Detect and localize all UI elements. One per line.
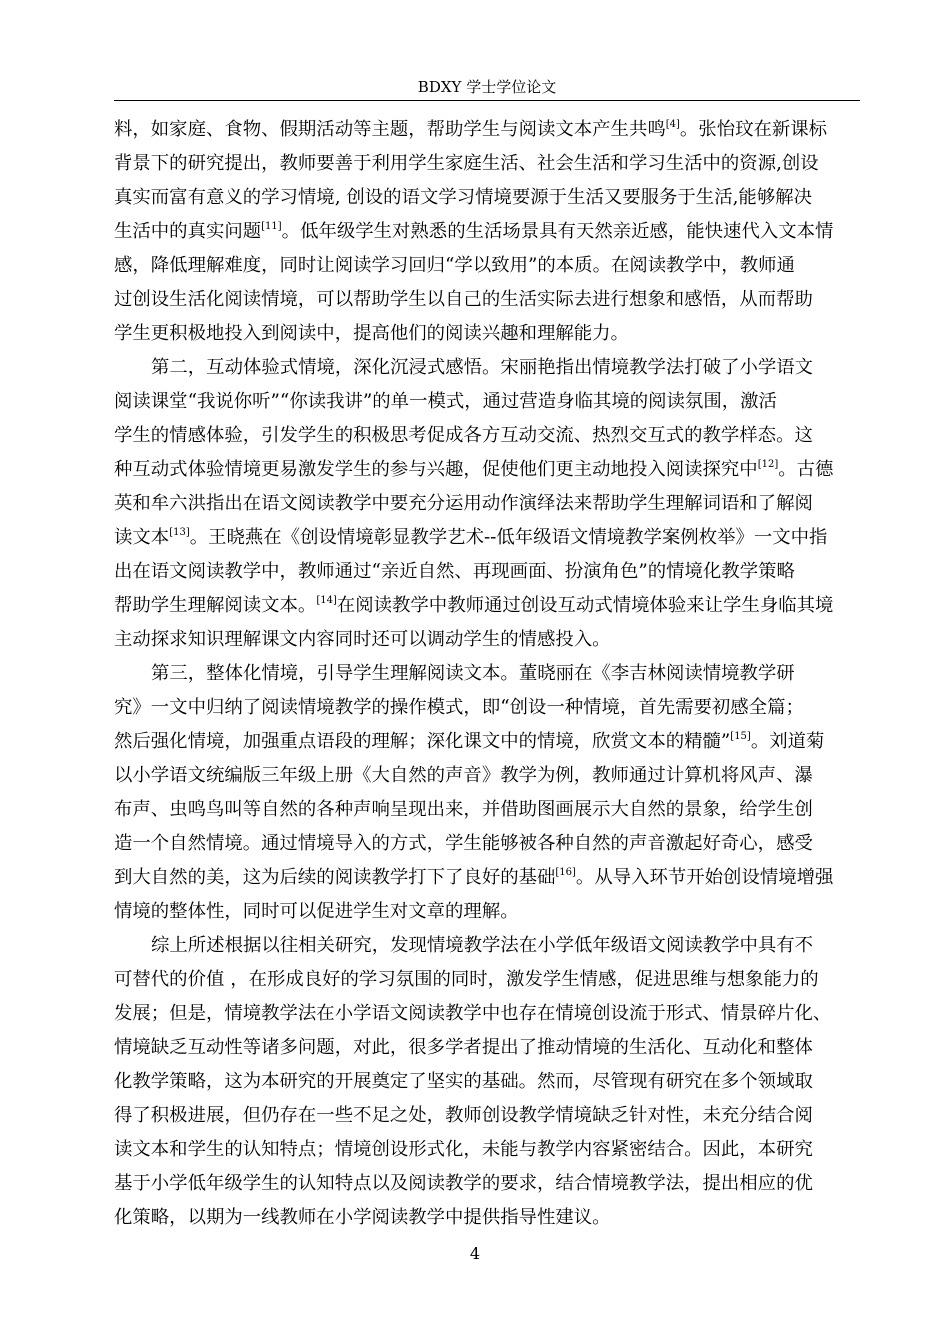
- text-line: 主动探求知识理解课文内容同时还可以调动学生的情感投入。: [114, 629, 611, 650]
- citation-marker: [14]: [316, 594, 337, 606]
- text-line: 化策略，以期为一线教师在小学阅读教学中提供指导性建议。: [114, 1207, 611, 1228]
- text-line: 背景下的研究提出，教师要善于利用学生家庭生活、社会生活和学习生活中的资源,创设: [114, 153, 819, 174]
- text-line: 然后强化情境，加强重点语段的理解；深化课文中的情境，欣赏文本的精髓”[15]。刘道菊: [114, 730, 825, 752]
- text-line: 读文本[13]。王晓燕在《创设情境彰显教学艺术--低年级语文情境教学案例枚举》一文中指: [114, 526, 828, 548]
- text-line: 可替代的价值 ，在形成良好的学习氛围的同时，激发学生情感，促进思维与想象能力的: [114, 969, 819, 990]
- citation-marker: [15]: [730, 730, 751, 742]
- citation-marker: [16]: [555, 866, 576, 878]
- header-divider: [114, 100, 860, 101]
- text-line: 情境缺乏互动性等诸多问题，对此，很多学者提出了推动情境的生活化、互动化和整体: [114, 1037, 813, 1058]
- text-line: 综上所述根据以往相关研究，发现情境教学法在小学低年级语文阅读教学中具有不: [151, 935, 814, 956]
- text-line: 造一个自然情境。通过情境导入的方式，学生能够被各种自然的声音激起好奇心，感受: [114, 833, 813, 854]
- text-line: 究》一文中归纳了阅读情境教学的操作模式，即“创设一种情境，首先需要初感全篇；: [114, 697, 804, 718]
- page-number: 4: [469, 1244, 481, 1263]
- text-line: 基于小学低年级学生的认知特点以及阅读教学的要求，结合情境教学法，提出相应的优: [114, 1173, 813, 1194]
- citation-marker: [4]: [665, 118, 680, 130]
- citation-marker: [12]: [757, 458, 779, 470]
- text-line: 以小学语文统编版三年级上册《大自然的声音》教学为例，教师通过计算机将风声、瀑: [114, 765, 813, 786]
- text-line: 发展；但是，情境教学法在小学语文阅读教学中也存在情境创设流于形式、情景碎片化、: [114, 1003, 832, 1024]
- text-line: 化教学策略，这为本研究的开展奠定了坚实的基础。然而，尽管现有研究在多个领域取: [114, 1071, 813, 1092]
- text-line: 第三，整体化情境，引导学生理解阅读文本。董晓丽在《李吉林阅读情境教学研: [151, 663, 795, 684]
- text-line: 种互动式体验情境更易激发学生的参与兴趣，促使他们更主动地投入阅读探究中[12]。古德: [114, 458, 834, 480]
- text-line: 读文本和学生的认知特点；情境创设形式化，未能与教学内容紧密结合。因此，本研究: [114, 1139, 813, 1160]
- text-line: 布声、虫鸣鸟叫等自然的各种声响呈现出来，并借助图画展示大自然的景象，给学生创: [114, 799, 813, 820]
- text-line: 学生更积极地投入到阅读中，提高他们的阅读兴趣和理解能力。: [114, 323, 629, 344]
- text-line: 到大自然的美，这为后续的阅读教学打下了良好的基础[16]。从导入环节开始创设情境增强: [114, 866, 834, 888]
- text-line: 得了积极进展，但仍存在一些不足之处，教师创设教学情境缺乏针对性，未充分结合阅: [114, 1105, 813, 1126]
- citation-marker: [13]: [169, 526, 190, 538]
- text-line: 生活中的真实问题[11]。低年级学生对熟悉的生活场景具有天然亲近感，能快速代入文本情: [114, 220, 834, 242]
- body-text: [114, 113, 864, 1235]
- text-line: 出在语文阅读教学中，教师通过“亲近自然、再现画面、扮演角色”的情境化教学策略: [114, 561, 795, 582]
- text-line: 情境的整体性，同时可以促进学生对文章的理解。: [114, 901, 519, 922]
- running-header: BDXY 学士学位论文: [417, 78, 557, 96]
- text-line: 阅读课堂“我说你听”“你读我讲”的单一模式，通过营造身临其境的阅读氛围，激活: [114, 391, 777, 412]
- text-line: 料，如家庭、食物、假期活动等主题，帮助学生与阅读文本产生共鸣[4]。张怡玟在新课标: [114, 118, 828, 140]
- text-line: 真实而富有意义的学习情境, 创设的语文学习情境要源于生活又要服务于生活,能够解决: [114, 187, 812, 208]
- citation-marker: [11]: [261, 220, 282, 232]
- text-line: 英和牟六洪指出在语文阅读教学中要充分运用动作演绎法来帮助学生理解词语和了解阅: [114, 493, 813, 514]
- text-line: 第二，互动体验式情境，深化沉浸式感悟。宋丽艳指出情境教学法打破了小学语文: [151, 357, 814, 378]
- text-line: 感，降低理解难度，同时让阅读学习回归“学以致用”的本质。在阅读教学中，教师通: [114, 255, 795, 276]
- text-line: 帮助学生理解阅读文本。[14]在阅读教学中教师通过创设互动式情境体验来让学生身临其境: [114, 594, 834, 616]
- text-line: 过创设生活化阅读情境，可以帮助学生以自己的生活实际去进行想象和感悟，从而帮助: [114, 289, 813, 310]
- text-line: 学生的情感体验，引发学生的积极思考促成各方互动交流、热烈交互式的教学样态。这: [114, 425, 813, 446]
